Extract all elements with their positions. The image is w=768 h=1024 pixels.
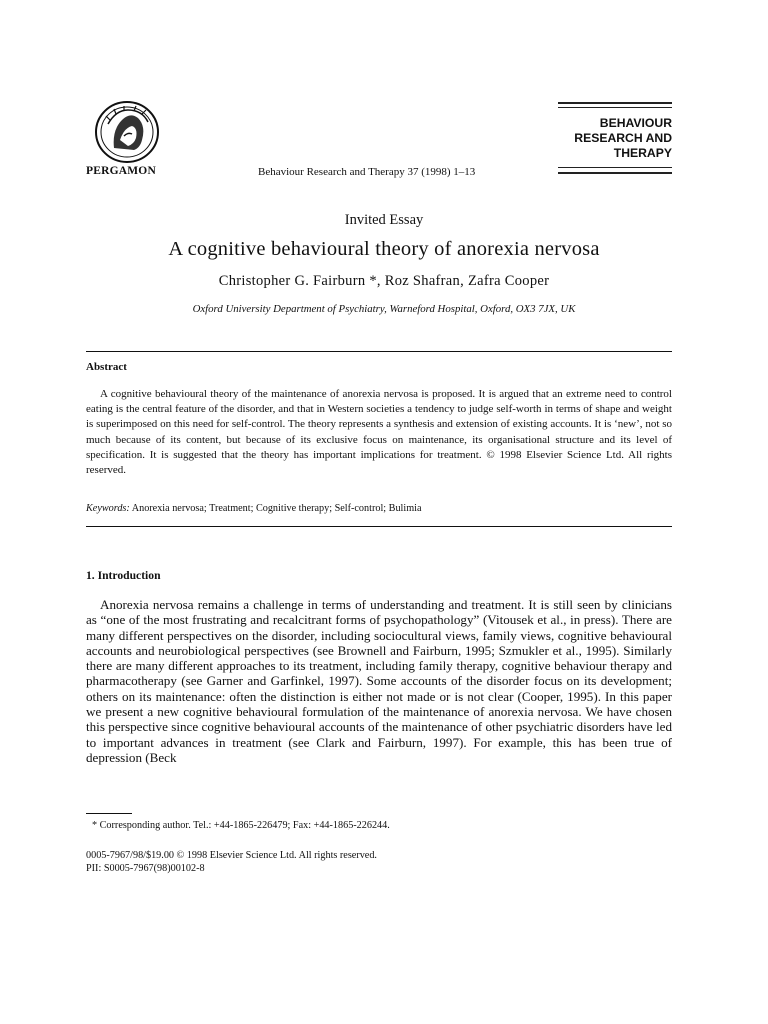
keywords-line [86,503,421,514]
abstract-rule-bottom [86,526,672,527]
article-authors: Christopher G. Fairburn *, Roz Shafran, Zafra Cooper [218,273,550,289]
introduction-body [86,597,672,765]
keywords-list: Anorexia nervosa; Treatment; Cognitive therapy; Self-control; Bulimia [131,503,422,514]
journal-title-rule-bottom-thin [558,167,672,168]
corresponding-author-footnote: * Corresponding author. Tel.: +44-1865-226479; Fax: +44-1865-226244. [92,820,390,831]
abstract-heading: Abstract [86,361,127,373]
journal-title-rule-top [558,102,672,104]
journal-title-rule-top-thin [558,107,672,108]
copyright-block [86,849,377,875]
pii-line: PII: S0005-7967(98)00102-8 [86,863,205,874]
elsevier-tree-scholar-logo-icon [94,100,160,164]
publisher-name: PERGAMON [86,165,156,177]
keywords-label: Keywords: [86,503,130,514]
journal-title-line-2: RESEARCH AND [574,131,672,145]
article-title: A cognitive behavioural theory of anorexia nervosa [168,238,600,260]
author-affiliation: Oxford University Department of Psychiatry, Warneford Hospital, Oxford, OX3 7JX, UK [192,303,576,315]
journal-citation: Behaviour Research and Therapy 37 (1998) 1–13 [258,166,476,178]
abstract-rule-top [86,351,672,352]
journal-title-line-3: THERAPY [613,146,672,160]
abstract-text: A cognitive behavioural theory of the maintenance of anorexia nervosa is proposed. It is argued that an extreme need to control eating is the central feature of the disorder, and that in Western societies a tendency to judge self-worth in terms of shape and weight is superimposed on this need for self-control. The theory represents a synthesis and extension of existing accounts. It is ‘new’, not so much because of its content, but because of its exclusive focus on maintenance, its organisational structure and its level of specification. It is suggested that the theory has important implications for treatment. © 1998 Elsevier Science Ltd. All rights reserved. [86,388,672,477]
abstract-body [86,387,672,478]
footnote-rule [86,813,132,814]
article-type: Invited Essay [344,212,424,228]
journal-title-line-1: BEHAVIOUR [599,116,672,130]
introduction-paragraph: Anorexia nervosa remains a challenge in terms of understanding and treatment. It is still seen by clinicians as “one of the most frustrating and recalcitrant forms of psychopathology” (Vitousek et al., in press). There are many different perspectives on the disorder, including sociocultural views, family views, cognitive behavioural accounts and neurobiological perspectives (see Brownell and Fairburn, 1995; Szmukler et al., 1995). Similarly there are many different approaches to its treatment, including family therapy, cognitive behaviour therapy and pharmacotherapy (see Garner and Garfinkel, 1997). Some accounts of the disorder focus on its development; others on its maintenance: often the distinction is either not made or is not clear (Cooper, 1995). In this paper we present a new cognitive behavioural formulation of the maintenance of anorexia nervosa. We have chosen this perspective since cognitive behavioural accounts of the maintenance of other psychiatric disorders have led to important advances in treatment (see Clark and Fairburn, 1997). For example, this has been true of depression (Beck [86,597,672,765]
section-heading-introduction: 1. Introduction [86,569,161,582]
issn-line: 0005-7967/98/$19.00 © 1998 Elsevier Science Ltd. All rights reserved. [86,850,377,861]
journal-title-rule-bottom [558,172,672,174]
